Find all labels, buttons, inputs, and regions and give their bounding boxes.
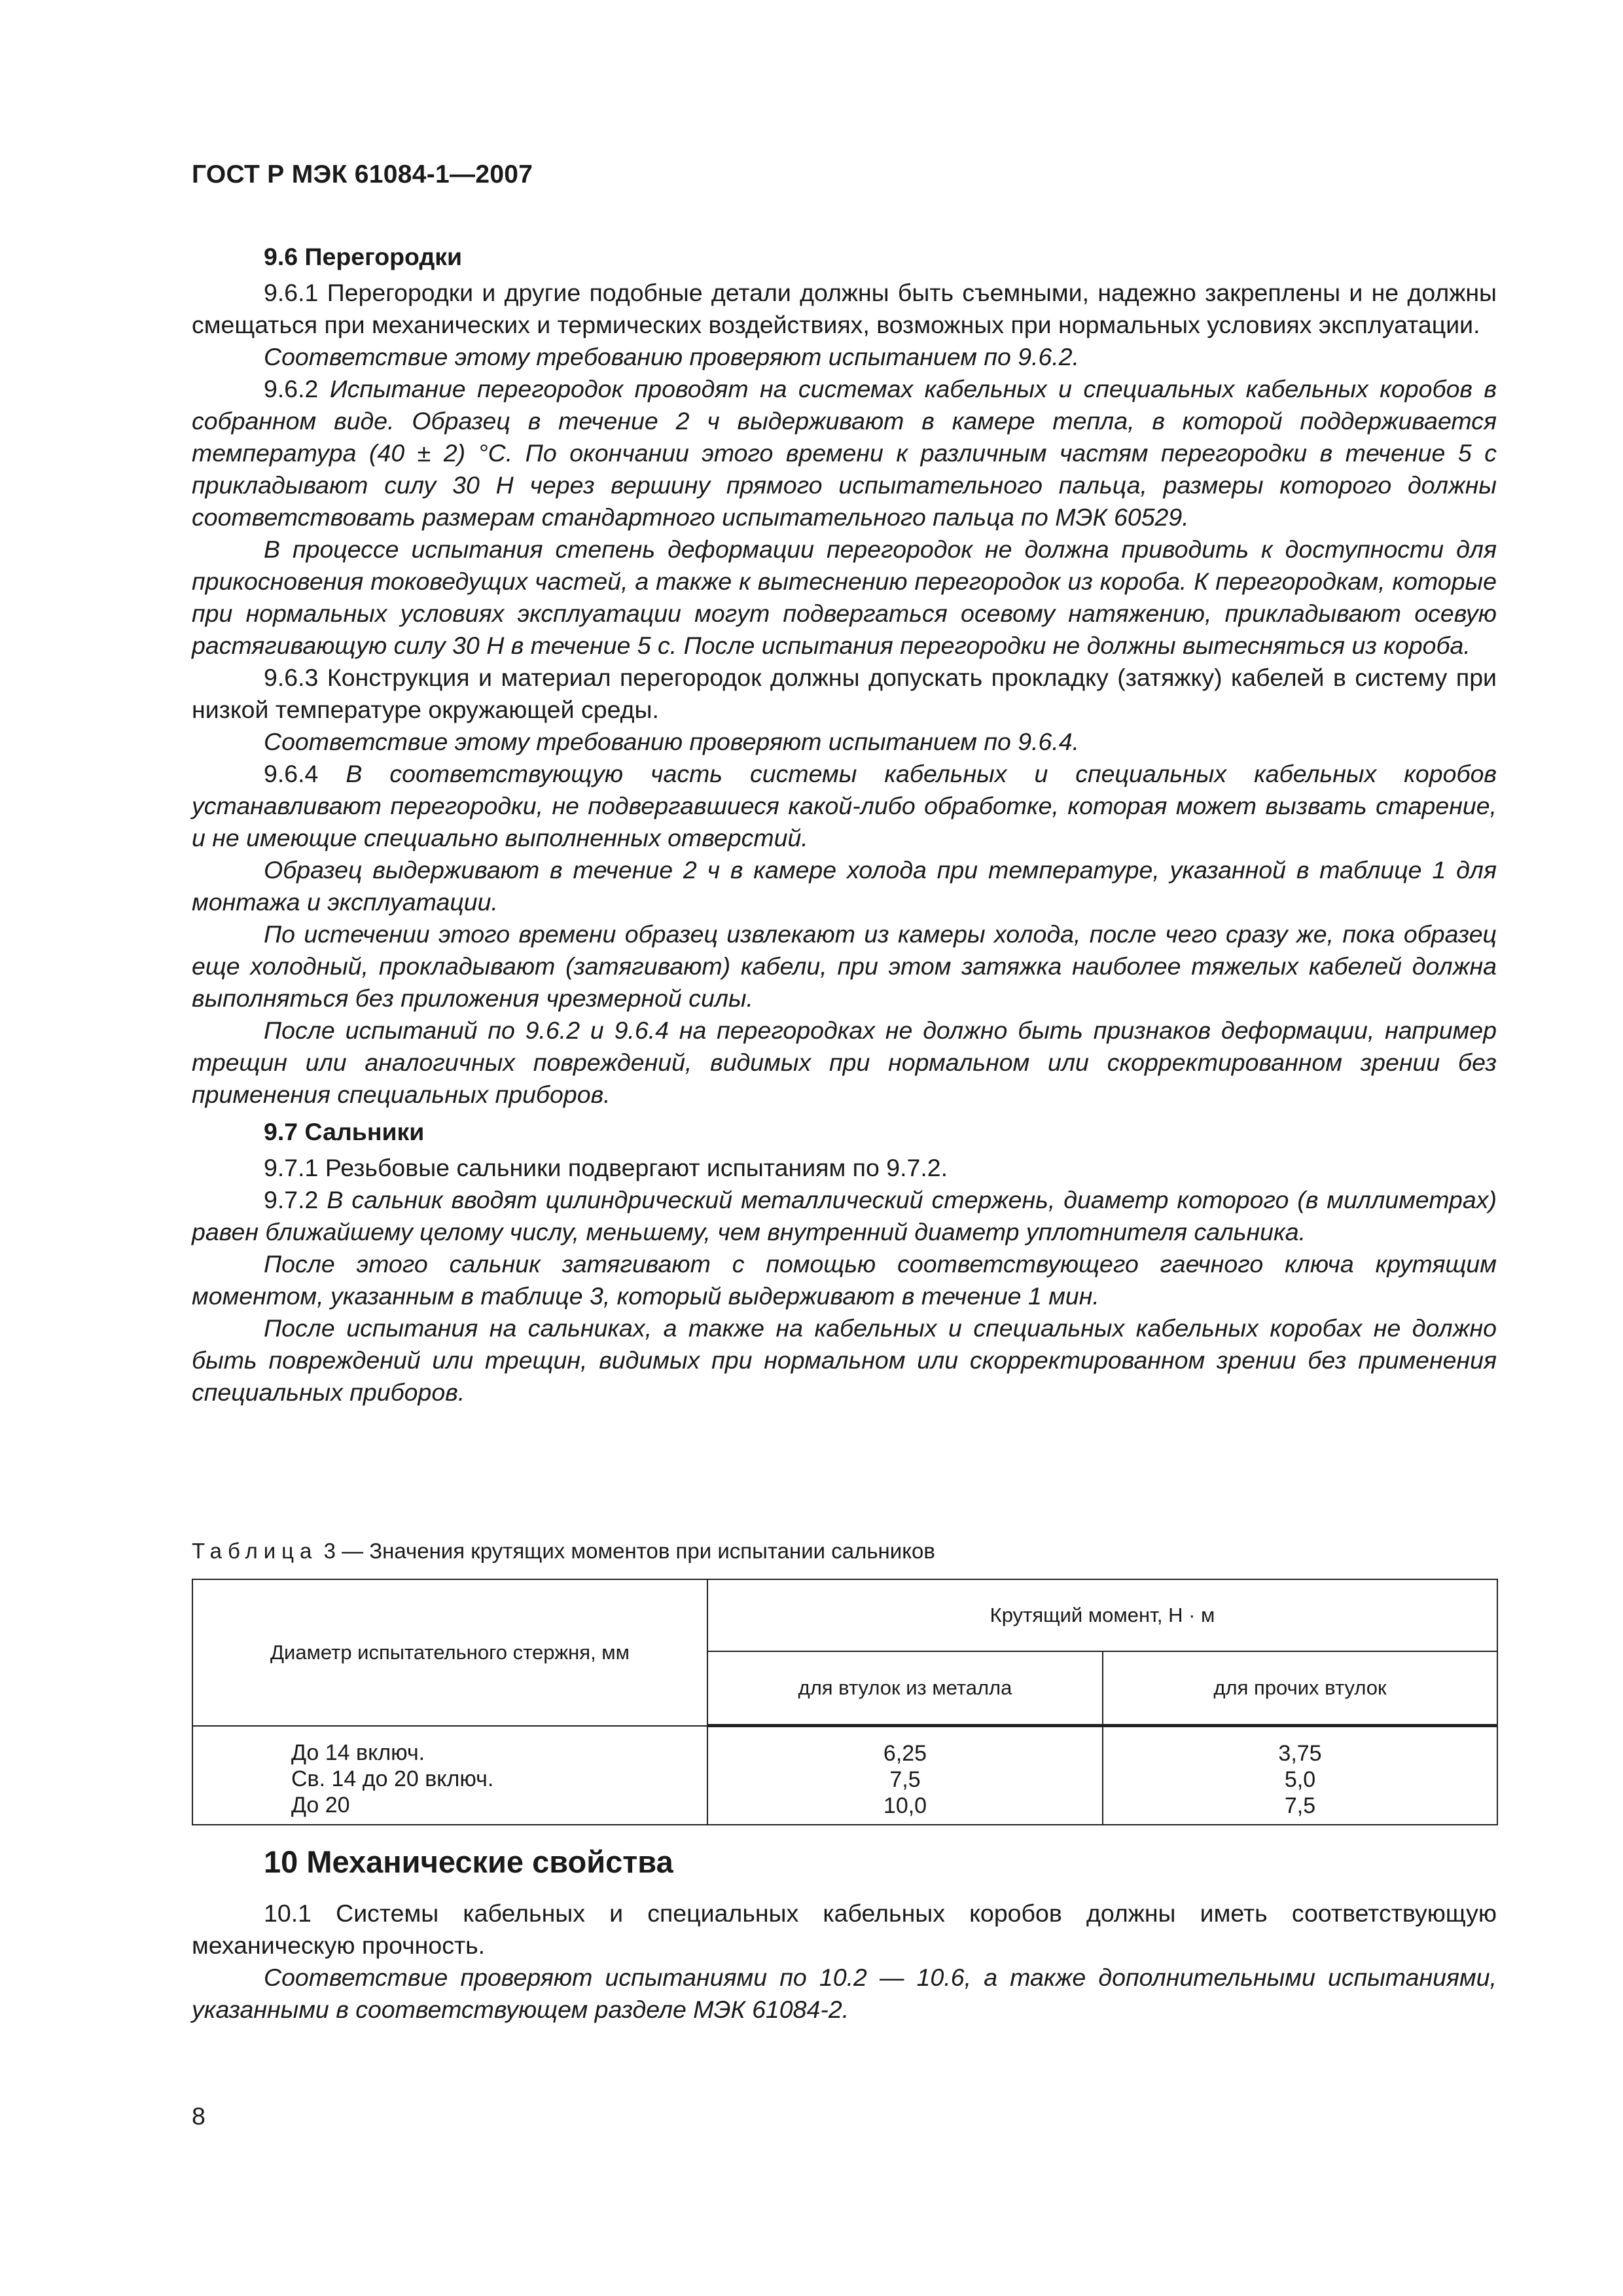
clause-number: 9.6.2	[264, 375, 319, 403]
paragraph-9-6-2-deformation: В процессе испытания степень деформации перегородок не должна приводить к доступности для прикосновения токоведущих частей, а также к вытеснению перегородок из короба. К перегородкам, которые при нормальных условиях эксплуатации могут подвергаться осевому натяжению, прикладывают осевую растягивающую силу 30 Н в течение 5 с. После испытания перегородки не должны вытесняться из короба.	[192, 535, 1497, 659]
column-header-diameter: Диаметр испытательного стержня, мм	[192, 1579, 707, 1726]
page-number: 8	[192, 2102, 205, 2130]
clause-number: 9.6.4	[264, 760, 319, 787]
paragraph-9-6-1	[192, 277, 1497, 341]
paragraph-9-6-4-result: После испытаний по 9.6.2 и 9.6.4 на перегородках не должно быть признаков деформации, например трещин или аналогичных повреждений, видимых при нормальном или скорректированном зрении без применения специальных приборов.	[192, 1016, 1497, 1108]
table-cell-other-values	[1103, 1726, 1497, 1825]
clause-number: 9.7.2	[264, 1186, 319, 1213]
clause-text: Конструкция и материал перегородок должны допускать прокладку (затяжку) кабелей в систему при низкой температуре окружающей среды.	[192, 664, 1497, 723]
table-cell: До 20	[291, 1792, 350, 1818]
table-cell-metal-values	[707, 1726, 1103, 1825]
clause-text: Испытание перегородок проводят на системах кабельных и специальных кабельных коробов в собранном виде. Образец в течение 2 ч выдерживают в камере тепла, в которой поддерживается температура (40 ± 2) °С. По окончании этого времени к различным частям перегородки в течение 5 с прикладывают силу 30 Н через вершину прямого испытательного пальца, размеры которого должны соответствовать размерам стандартного испытательного пальца по МЭК 60529.	[192, 375, 1497, 531]
paragraph-9-7-2-result: После испытания на сальниках, а также на кабельных и специальных кабельных коробах не должно быть повреждений или трещин, видимых при нормальном или скорректированном зрении без применения специальных приборов.	[192, 1314, 1497, 1406]
table-cell: 7,5	[1284, 1793, 1316, 1818]
table-3-caption	[192, 1537, 1497, 1566]
clause-text: Перегородки и другие подобные детали должны быть съемными, надежно закреплены и не должны смещаться при механических и термических воздействиях, возможных при нормальных условиях эксплуатации.	[192, 279, 1497, 338]
table-3-block	[192, 1537, 1497, 1825]
clause-text: В сальник вводят цилиндрический металлический стержень, диаметр которого (в миллиметрах) равен ближайшему целому числу, меньшему, чем внутренний диаметр уплотнителя сальника.	[192, 1186, 1497, 1246]
table-cell: 5,0	[1284, 1767, 1316, 1792]
table-cell-diameters	[192, 1726, 707, 1825]
paragraph-9-6-4-cables: По истечении этого времени образец извлекают из камеры холода, после чего сразу же, пока образец еще холодный, прокладывают (затягивают) кабели, при этом затяжка наиболее тяжелых кабелей должна выполняться без приложения чрезмерной силы.	[192, 920, 1497, 1012]
table-caption-text: 3 — Значения крутящих моментов при испытании сальников	[323, 1539, 935, 1563]
section-10	[192, 1846, 1497, 2026]
table-row	[192, 1726, 1497, 1825]
paragraph-9-6-2	[192, 373, 1497, 533]
column-header-torque: Крутящий момент, Н · м	[707, 1579, 1497, 1651]
paragraph-9-6-4-cold-chamber: Образец выдерживают в течение 2 ч в камере холода при температуре, указанной в таблице 1 для монтажа и эксплуатации.	[192, 856, 1497, 916]
clause-number: 9.6.1	[264, 279, 319, 306]
clause-text: Резьбовые сальники подвергают испытаниям по 9.7.2.	[325, 1154, 948, 1181]
table-3	[192, 1579, 1498, 1825]
section-9-7-title: 9.7 Сальники	[264, 1118, 425, 1145]
clause-number: 9.6.3	[264, 664, 319, 691]
paragraph-10-1: 10.1 Системы кабельных и специальных кабельных коробов должны иметь соответствующую механическую прочность.	[192, 1899, 1497, 1959]
section-9-6-title: 9.6 Перегородки	[264, 243, 463, 270]
paragraph-9-7-2-torque: После этого сальник затягивают с помощью соответствующего гаечного ключа крутящим моментом, указанным в таблице 3, который выдерживают в течение 1 мин.	[192, 1250, 1497, 1310]
table-cell: 6,25	[883, 1741, 927, 1766]
clause-number: 9.7.1	[264, 1154, 319, 1181]
document-header: ГОСТ Р МЭК 61084-1—2007	[192, 160, 533, 188]
table-caption-label: Таблица	[192, 1539, 318, 1563]
paragraph-9-7-1	[192, 1152, 1497, 1184]
table-cell: 3,75	[1278, 1741, 1322, 1766]
table-cell: Св. 14 до 20 включ.	[291, 1766, 494, 1791]
paragraph-9-6-4	[192, 758, 1497, 854]
paragraph-9-6-3	[192, 662, 1497, 726]
compliance-note-9-6-1: Соответствие этому требованию проверяют испытанием по 9.6.2.	[264, 343, 1080, 370]
compliance-note-10-1: Соответствие проверяют испытаниями по 10.2 — 10.6, а также дополнительными испытаниями, указанными в соответствующем разделе МЭК 61084-2.	[192, 1964, 1497, 2023]
main-content	[192, 241, 1497, 1408]
column-header-metal: для втулок из металла	[707, 1651, 1103, 1726]
table-cell: 10,0	[883, 1793, 927, 1818]
section-10-title: 10 Механические свойства	[264, 1844, 673, 1879]
clause-text: В соответствующую часть системы кабельных и специальных кабельных коробов устанавливают перегородки, не подвергавшиеся какой-либо обработке, которая может вызвать старение, и не имеющие специально выполненных отверстий.	[192, 760, 1497, 852]
table-cell: До 14 включ.	[291, 1740, 425, 1765]
column-header-other: для прочих втулок	[1103, 1651, 1497, 1726]
paragraph-9-7-2	[192, 1184, 1497, 1248]
table-cell: 7,5	[889, 1767, 921, 1792]
compliance-note-9-6-3: Соответствие этому требованию проверяют испытанием по 9.6.4.	[264, 728, 1080, 755]
